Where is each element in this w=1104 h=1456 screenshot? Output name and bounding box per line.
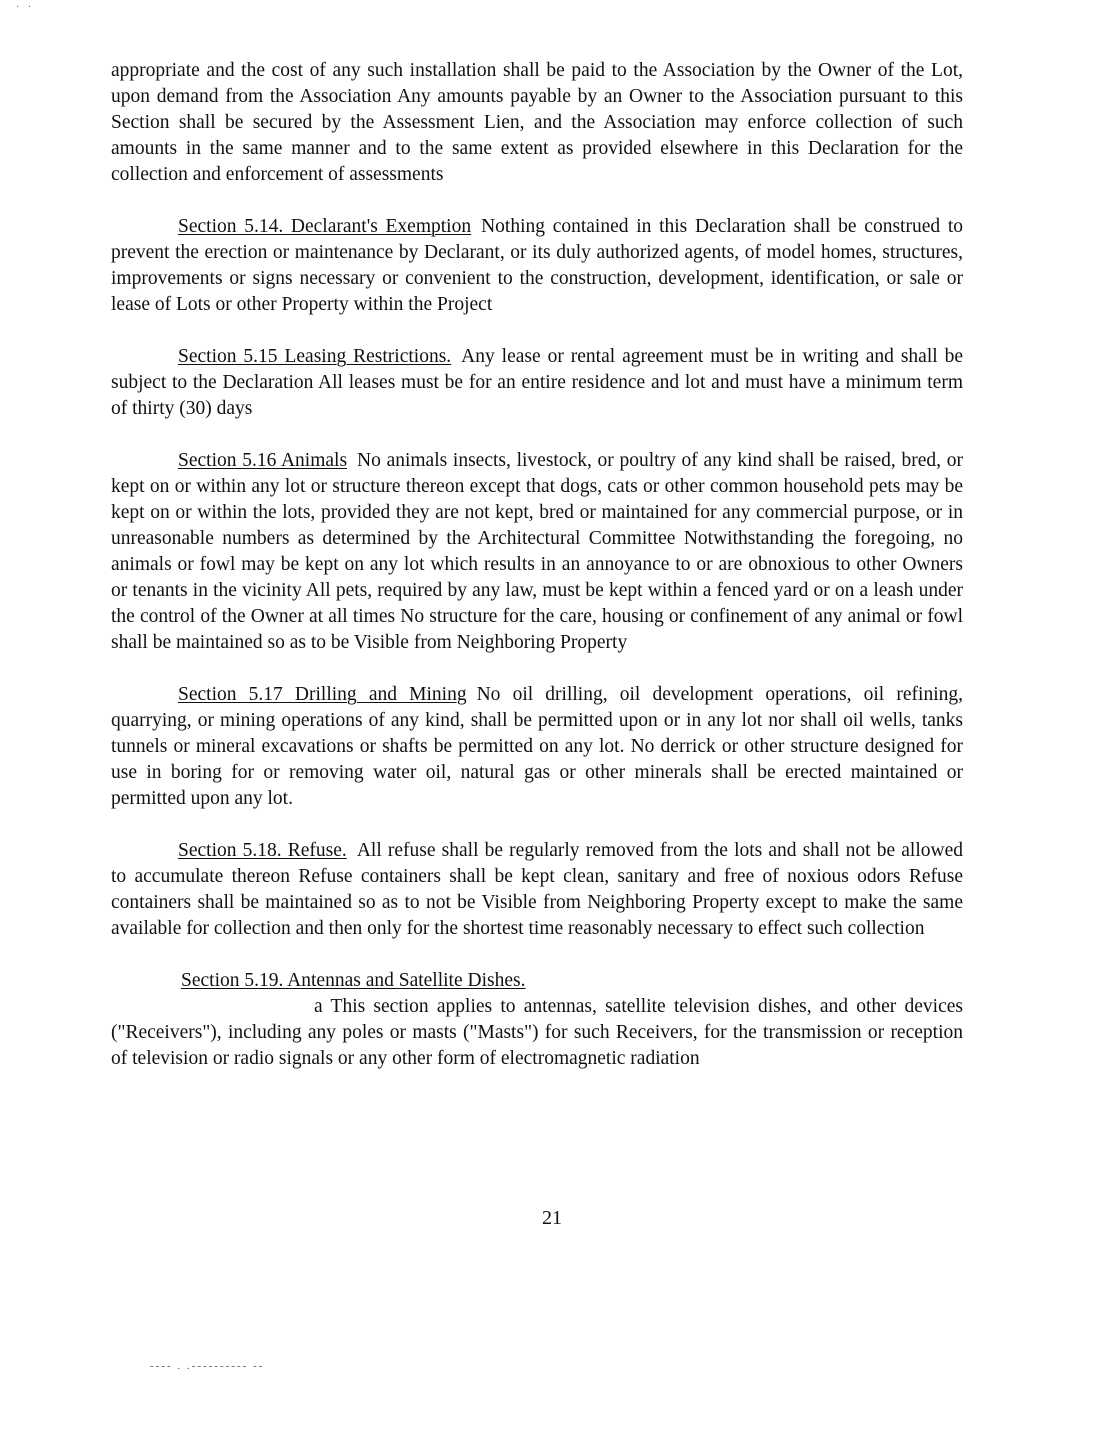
scan-corner-mark: · · [16, 2, 35, 13]
section-5-17-heading: Section 5.17 Drilling and Mining [178, 684, 467, 705]
document-body [111, 58, 963, 1072]
section-5-19-a: a This section applies to antennas, satellite television dishes, and other devices ("Receivers"), including any poles or masts ("Masts") for such Receivers, for the transmission or reception of television or radio signals or any other form of electromagnetic radiation [111, 996, 963, 1069]
section-5-19 [111, 968, 963, 994]
section-5-17-text: No oil drilling, oil development operations, oil refining, quarrying, or mining operations of any kind, shall be permitted upon or in any lot nor shall oil wells, tanks tunnels or mineral excavations or shafts be permitted on any lot. No derrick or other structure designed for use in boring for or removing water oil, natural gas or other minerals shall be erected maintained or permitted upon any lot. [111, 684, 963, 809]
section-5-18-text: All refuse shall be regularly removed from the lots and shall not be allowed to accumulate thereon Refuse containers shall be kept clean, sanitary and free of noxious odors Refuse containers shall be maintained so as to not be Visible from Neighboring Property except to make the same available for collection and then only for the shortest time reasonably necessary to effect such collection [111, 840, 963, 939]
section-5-18-heading: Section 5.18. Refuse. [178, 840, 347, 861]
section-5-14 [111, 214, 963, 318]
section-5-16-heading: Section 5.16 Animals [178, 450, 348, 471]
section-5-14-heading: Section 5.14. Declarant's Exemption [178, 216, 472, 237]
scan-footer-marks: ---- . .---------- -- [150, 1360, 265, 1372]
page-number: 21 [542, 1207, 562, 1229]
section-5-19-heading: Section 5.19. Antennas and Satellite Dishes. [181, 970, 526, 991]
section-5-15-text: Any lease or rental agreement must be in writing and shall be subject to the Declaration All leases must be for an entire residence and lot and must have a minimum term of thirty (30) days [111, 346, 963, 419]
section-5-15 [111, 344, 963, 422]
section-5-14-text: Nothing contained in this Declaration shall be construed to prevent the erection or maintenance by Declarant, or its duly authorized agents, of model homes, structures, improvements or signs necessary or convenient to the construction, development, identification, or sale or lease of Lots or other Property within the Project [111, 216, 963, 315]
section-5-15-heading: Section 5.15 Leasing Restrictions. [178, 346, 452, 367]
section-5-16-text: No animals insects, livestock, or poultry of any kind shall be raised, bred, or kept on or within any lot or structure thereon except that dogs, cats or other common household pets may be kept on or within the lots, provided they are not kept, bred or maintained for any commercial purpose, or in unreasonable numbers as determined by the Architectural Committee Notwithstanding the foregoing, no animals or fowl may be kept on any lot which results in an annoyance to or are obnoxious to other Owners or tenants in the vicinity All pets, required by any law, must be kept within a fenced yard or on a leash under the control of the Owner at all times No structure for the care, housing or confinement of any animal or fowl shall be maintained so as to be Visible from Neighboring Property [111, 450, 963, 653]
paragraph-continuation: appropriate and the cost of any such installation shall be paid to the Association by the Owner of the Lot, upon demand from the Association Any amounts payable by an Owner to the Association pursuant to this Section shall be secured by the Assessment Lien, and the Association may enforce collection of such amounts in the same manner and to the same extent as provided elsewhere in this Declaration for the collection and enforcement of assessments [111, 60, 963, 185]
section-5-18 [111, 838, 963, 942]
section-5-16 [111, 448, 963, 656]
section-5-17 [111, 682, 963, 812]
